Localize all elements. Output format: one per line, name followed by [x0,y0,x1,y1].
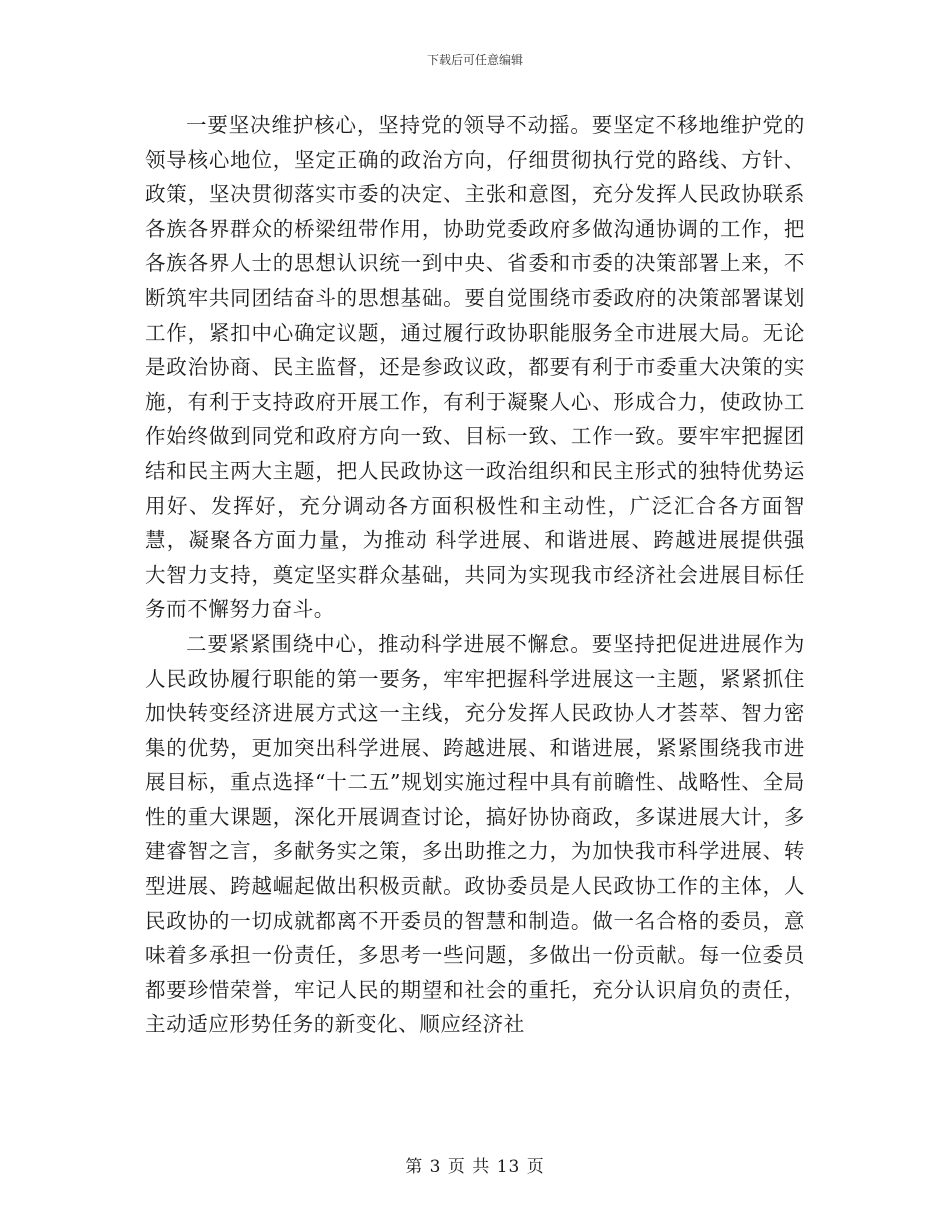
page-header: 下载后可任意编辑 [426,53,523,67]
paragraph-1: 一要坚决维护核心，坚持党的领导不动摇。要坚定不移地维护党的领导核心地位，坚定正确的政治方向，仔细贯彻执行党的路线、方针、政策，坚决贯彻落实市委的决定、主张和意图，充分发挥人民政协联系各族各界群众的桥梁纽带作用，协助党委政府多做沟通协调的工作，把各族各界人士的思想认识统一到中央、省委和市委的决策部署上来，不断筑牢共同团结奋斗的思想基础。要自觉围绕市委政府的决策部署谋划工作，紧扣中心确定议题，通过履行政协职能服务全市进展大局。无论是政治协商、民主监督，还是参政议政，都要有利于市委重大决策的实施，有利于支持政府开展工作，有利于凝聚人心、形成合力，使政协工作始终做到同党和政府方向一致、目标一致、工作一致。要牢牢把握团结和民主两大主题，把人民政协这一政治组织和民主形式的独特优势运用好、发挥好，充分调动各方面积极性和主动性，广泛汇合各方面智慧，凝聚各方面力量，为推动 科学进展、和谐进展、跨越进展提供强大智力支持，奠定坚实群众基础，共同为实现我市经济社会进展目标任务而不懈努力奋斗。 [145,113,805,622]
paragraph-2: 二要紧紧围绕中心，推动科学进展不懈怠。要坚持把促进进展作为人民政协履行职能的第一要务，牢牢把握科学进展这一主题，紧紧抓住加快转变经济进展方式这一主线，充分发挥人民政协人才荟萃、智力密集的优势，更加突出科学进展、跨越进展、和谐进展，紧紧围绕我市进展目标，重点选择“十二五”规划实施过程中具有前瞻性、战略性、全局性的重大课题，深化开展调查讨论，搞好协协商政，多谋进展大计，多建睿智之言，多献务实之策，多出助推之力，为加快我市科学进展、转型进展、跨越崛起做出积极贡献。政协委员是人民政协工作的主体，人民政协的一切成就都离不开委员的智慧和制造。做一名合格的委员，意味着多承担一份责任，多思考一些问题，多做出一份贡献。每一位委员都要珍惜荣誉，牢记人民的期望和社会的重托，充分认识肩负的责任，主动适应形势任务的新变化、顺应经济社 [145,631,805,1037]
document-body [145,108,805,1042]
page-footer: 第 3 页 共 13 页 [405,1157,545,1177]
